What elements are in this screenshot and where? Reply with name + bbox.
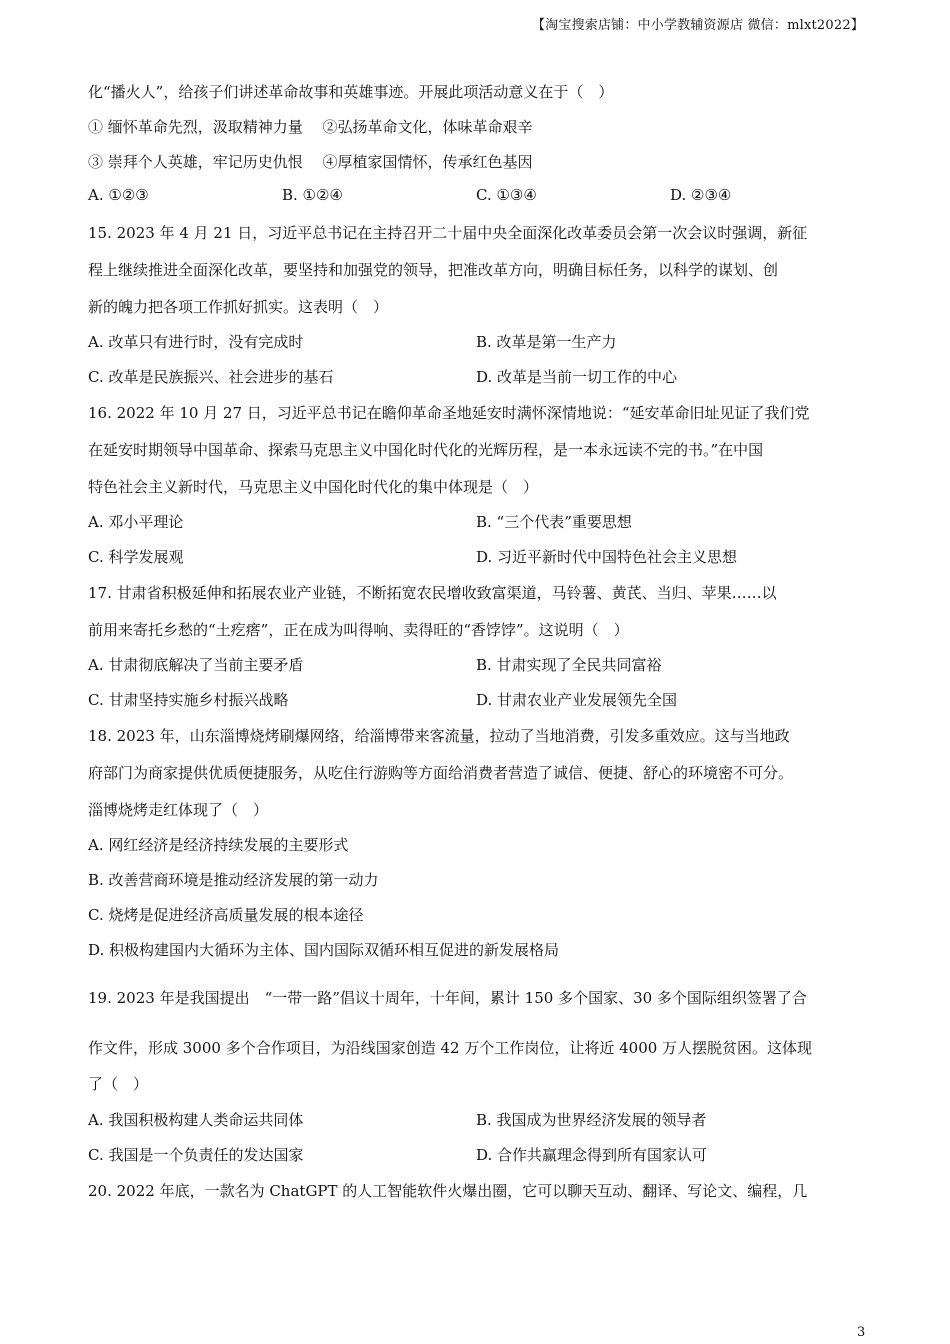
q17-option-c[interactable]: C. 甘肃坚持实施乡村振兴战略 [88,691,289,709]
q19-option-a[interactable]: A. 我国积极构建人类命运共同体 [88,1111,304,1129]
q16-option-b[interactable]: B. “三个代表”重要思想 [476,513,632,531]
q17-option-d[interactable]: D. 甘肃农业产业发展领先全国 [476,691,678,709]
q15-option-a[interactable]: A. 改革只有进行时，没有完成时 [88,333,304,351]
q19-option-c[interactable]: C. 我国是一个负责任的发达国家 [88,1146,304,1164]
q18-option-b[interactable]: B. 改善营商环境是推动经济发展的第一动力 [88,871,379,889]
q14-option-a[interactable]: A. ①②③ [88,186,149,204]
page-number: 3 [857,1325,866,1340]
q18-line-3: 淄博烧烤走红体现了（ ） [88,801,269,819]
q15-line-2: 程上继续推进全面深化改革，要坚持和加强党的领导，把准改革方向，明确目标任务，以科学的谋划、创 [88,261,779,279]
q15-line-1: 15. 2023 年 4 月 21 日，习近平总书记在主持召开二十届中央全面深化改革委员会第一次会议时强调，新征 [88,224,808,242]
q14-option-d[interactable]: D. ②③④ [670,186,732,204]
q14-stem: 化“播火人”，给孩子们讲述革命故事和英雄事迹。开展此项活动意义在于（ ） [88,83,614,101]
q15-option-d[interactable]: D. 改革是当前一切工作的中心 [476,368,678,386]
q19-line-3: 了（ ） [88,1075,149,1093]
q14-option-c[interactable]: C. ①③④ [476,186,537,204]
q16-line-2: 在延安时期领导中国革命、探索马克思主义中国化时代化的光辉历程，是一本永远读不完的书。”在中国 [88,441,764,459]
q20-line-1: 20. 2022 年底，一款名为 ChatGPT 的人工智能软件火爆出圈，它可以聊天互动、翻译、写论文、编程，几 [88,1182,808,1200]
q16-line-1: 16. 2022 年 10 月 27 日，习近平总书记在瞻仰革命圣地延安时满怀深情地说：“延安革命旧址见证了我们党 [88,404,810,422]
q19-option-b[interactable]: B. 我国成为世界经济发展的领导者 [476,1111,707,1129]
q18-option-a[interactable]: A. 网红经济是经济持续发展的主要形式 [88,836,349,854]
q16-line-3: 特色社会主义新时代，马克思主义中国化时代化的集中体现是（ ） [88,478,539,496]
q18-line-2: 府部门为商家提供优质便捷服务，从吃住行游购等方面给消费者营造了诚信、便捷、舒心的环境密不可分。 [88,764,794,782]
q16-option-a[interactable]: A. 邓小平理论 [88,513,184,531]
q17-line-1: 17. 甘肃省积极延伸和拓展农业产业链，不断拓宽农民增收致富渠道，马铃薯、黄芪、当归、苹果……以 [88,584,777,602]
q14-option-b[interactable]: B. ①②④ [282,186,343,204]
q15-line-3: 新的魄力把各项工作抓好抓实。这表明（ ） [88,298,389,316]
q16-option-d[interactable]: D. 习近平新时代中国特色社会主义思想 [476,548,738,566]
q17-line-2: 前用来寄托乡愁的“土疙瘩”，正在成为叫得响、卖得旺的“香饽饽”。这说明（ ） [88,621,629,639]
q18-option-d[interactable]: D. 积极构建国内大循环为主体、国内国际双循环相互促进的新发展格局 [88,941,560,959]
q16-option-c[interactable]: C. 科学发展观 [88,548,184,566]
q17-option-a[interactable]: A. 甘肃彻底解决了当前主要矛盾 [88,656,304,674]
q17-option-b[interactable]: B. 甘肃实现了全民共同富裕 [476,656,662,674]
q14-item-2: ③ 崇拜个人英雄，牢记历史仇恨 ④厚植家国情怀，传承红色基因 [88,153,533,171]
q18-line-1: 18. 2023 年，山东淄博烧烤刷爆网络，给淄博带来客流量，拉动了当地消费，引发多重效应。这与当地政 [88,727,790,745]
q19-option-d[interactable]: D. 合作共赢理念得到所有国家认可 [476,1146,708,1164]
page-header: 【淘宝搜索店铺：中小学教辅资源店 微信：mlxt2022】 [531,18,864,33]
q19-line-2: 作文件，形成 3000 多个合作项目，为沿线国家创造 42 万个工作岗位，让将近 4000 万人摆脱贫困。这体现 [88,1039,813,1057]
q18-option-c[interactable]: C. 烧烤是促进经济高质量发展的根本途径 [88,906,364,924]
q15-option-c[interactable]: C. 改革是民族振兴、社会进步的基石 [88,368,334,386]
q14-item-1: ① 缅怀革命先烈，汲取精神力量 ②弘扬革命文化，体味革命艰辛 [88,118,533,136]
q19-line-1: 19. 2023 年是我国提出 “一带一路”倡议十周年，十年间，累计 150 多个国家、30 多个国际组织签署了合 [88,989,807,1007]
q15-option-b[interactable]: B. 改革是第一生产力 [476,333,617,351]
